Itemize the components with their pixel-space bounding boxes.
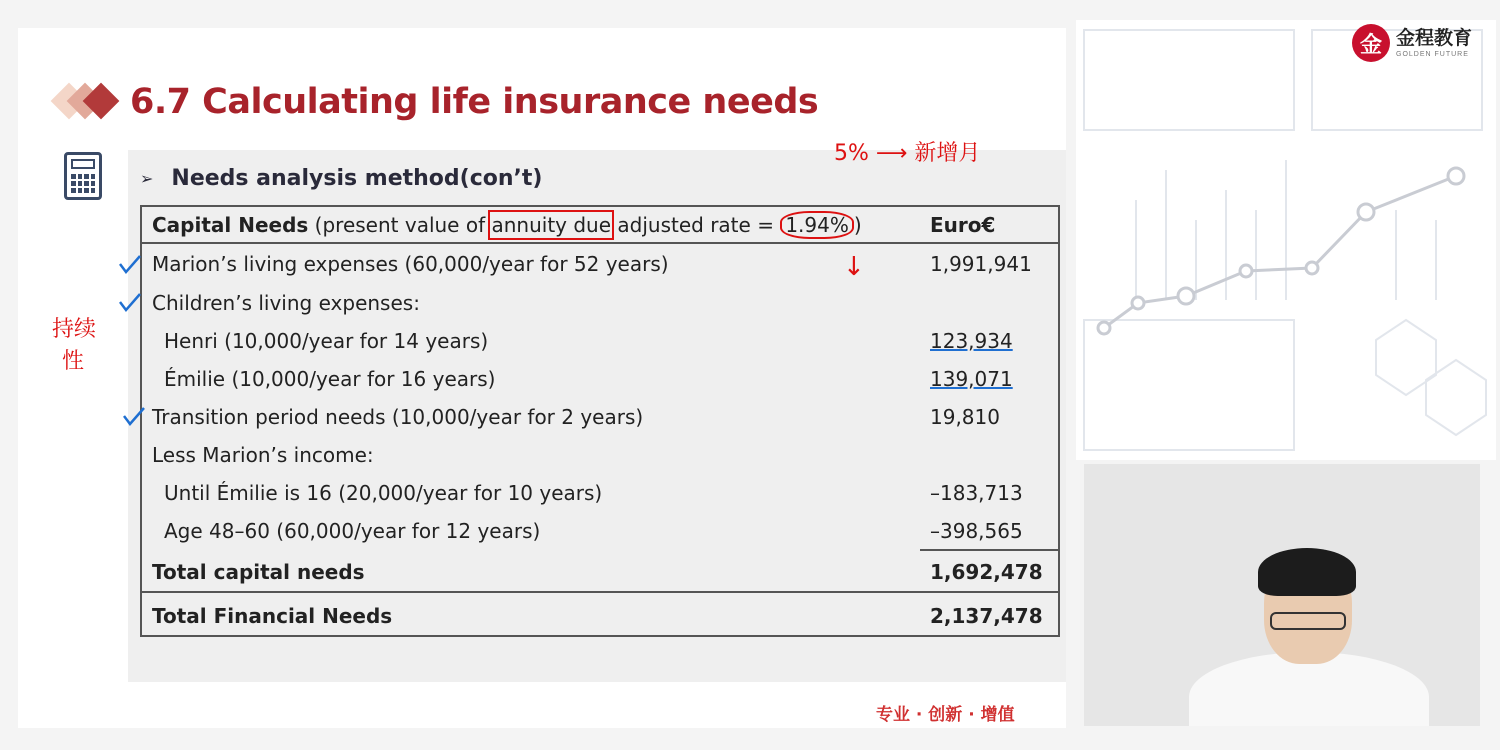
row-label: Henri (10,000/year for 14 years) [164, 329, 489, 353]
row-value: 2,137,478 [930, 604, 1043, 628]
annuity-due-highlight: annuity due [491, 213, 612, 237]
decorative-infographic [1076, 20, 1496, 460]
row-label: Marion’s living expenses (60,000/year for 52 years) [152, 252, 669, 276]
row-label: Total Financial Needs [152, 604, 393, 628]
row-value: 139,071 [930, 367, 1013, 391]
logo-chinese-name: 金程教育 [1396, 26, 1473, 49]
capital-needs-table [140, 205, 1060, 637]
rate-highlight: 1.94% [780, 211, 854, 239]
section-heading [140, 166, 542, 191]
company-logo [1352, 24, 1472, 62]
row-label: Émilie (10,000/year for 16 years) [164, 367, 496, 391]
line-chart-decoration-icon [1076, 20, 1496, 460]
checkmarks-icon [110, 250, 150, 430]
arrow-bullet-icon: ➢ [140, 169, 154, 188]
logo-mark-icon: 金 [1352, 24, 1390, 62]
row-label: Transition period needs (10,000/year for 2 years) [152, 405, 644, 429]
title-row [46, 82, 818, 122]
section-heading-text: Needs analysis method(con’t) [171, 166, 543, 191]
left-handwritten-note-2: 性 [62, 349, 85, 374]
row-value: 1,692,478 [930, 560, 1043, 584]
table-header-label: Capital Needs (present value of annuity due adjusted rate = 1.94% ) [152, 213, 862, 237]
row-label: Until Émilie is 16 (20,000/year for 10 years) [164, 481, 603, 505]
row-label: Total capital needs [152, 560, 365, 584]
down-arrow-icon: ↓ [843, 252, 865, 282]
calculator-icon [64, 152, 102, 200]
diamonds-icon [46, 82, 124, 122]
row-value: –183,713 [930, 481, 1023, 505]
row-value: 19,810 [930, 405, 1000, 429]
row-value: 123,934 [930, 329, 1013, 353]
row-value: –398,565 [930, 519, 1023, 543]
presenter-webcam [1084, 464, 1480, 726]
header-divider [142, 242, 1058, 244]
total-divider [142, 591, 1058, 593]
subtotal-divider [920, 549, 1060, 551]
row-label: Less Marion’s income: [152, 443, 374, 467]
rate-handwritten-note: 5% ⟶ 新增月 [834, 141, 981, 166]
row-label: Children’s living expenses: [152, 291, 420, 315]
table-header-currency: Euro€ [930, 213, 996, 237]
logo-english-name: GOLDEN FUTURE [1396, 50, 1469, 58]
footer-slogan: 专业 · 创新 · 增值 [876, 705, 1015, 725]
page-title: 6.7 Calculating life insurance needs [130, 82, 819, 122]
row-value: 1,991,941 [930, 252, 1032, 276]
row-label: Age 48–60 (60,000/year for 12 years) [164, 519, 541, 543]
left-handwritten-note-1: 持续 [52, 317, 97, 342]
